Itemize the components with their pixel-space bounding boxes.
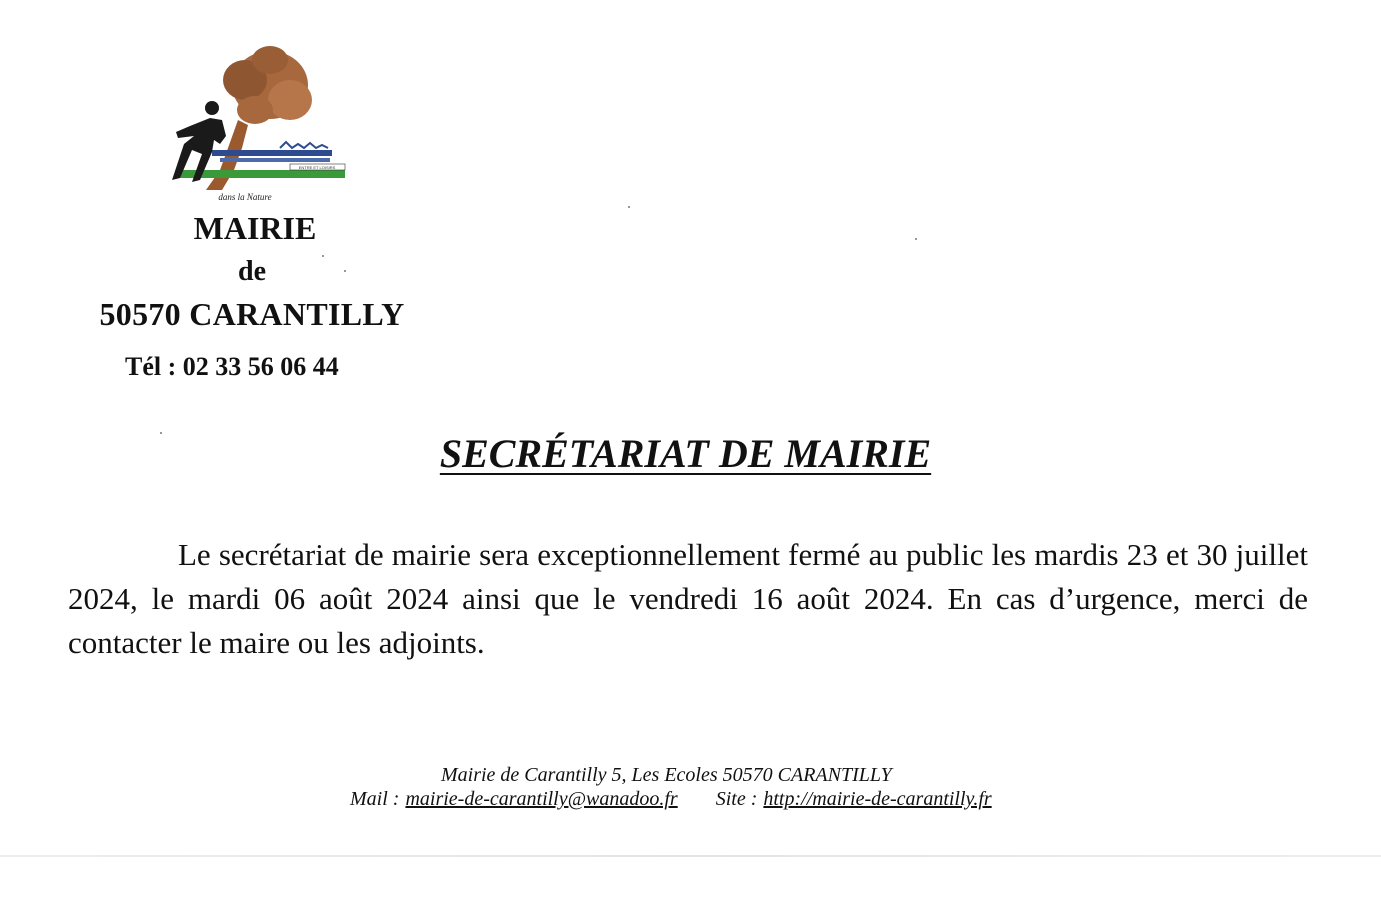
header-de: de xyxy=(238,256,266,287)
footer-site-link[interactable]: http://mairie-de-carantilly.fr xyxy=(763,788,992,810)
notice-title xyxy=(0,430,1381,477)
footer-mail-label: Mail : xyxy=(350,788,400,810)
tree-foliage xyxy=(223,46,312,124)
water-band xyxy=(212,150,332,156)
footer-address: Mairie de Carantilly 5, Les Ecoles 50570 CARANTILLY xyxy=(441,764,892,786)
notice-title-text: SECRÉTARIAT DE MAIRIE xyxy=(439,431,932,476)
footer-contact xyxy=(350,788,1070,811)
header-mairie: MAIRIE xyxy=(193,210,317,246)
running-figure xyxy=(172,101,226,182)
scan-speck xyxy=(628,206,630,208)
scan-speck xyxy=(344,270,346,272)
footer-mail-link[interactable]: mairie-de-carantilly@wanadoo.fr xyxy=(405,788,678,810)
page-fold-line xyxy=(0,855,1381,857)
scan-speck xyxy=(915,238,917,240)
scan-speck xyxy=(160,432,162,434)
logo-caption: dans la Nature xyxy=(218,192,272,202)
header-town: 50570 CARANTILLY xyxy=(99,296,405,332)
notice-body: Le secrétariat de mairie sera exceptionnellement fermé au public les mardis 23 et 30 juillet 2024, le mardi 06 août 2024 ainsi que le vendredi 16 août 2024. En cas d’urgence, merci de contacter le maire ou les adjoints. xyxy=(68,537,1308,660)
village-logo-icon xyxy=(150,40,355,215)
grass-band xyxy=(180,170,345,178)
small-sign-text: ENTRE ET LOISIRS xyxy=(298,165,336,170)
header-phone: Tél : 02 33 56 06 44 xyxy=(125,352,339,381)
footer-site-label: Site : xyxy=(715,788,758,810)
scan-speck xyxy=(322,255,324,257)
